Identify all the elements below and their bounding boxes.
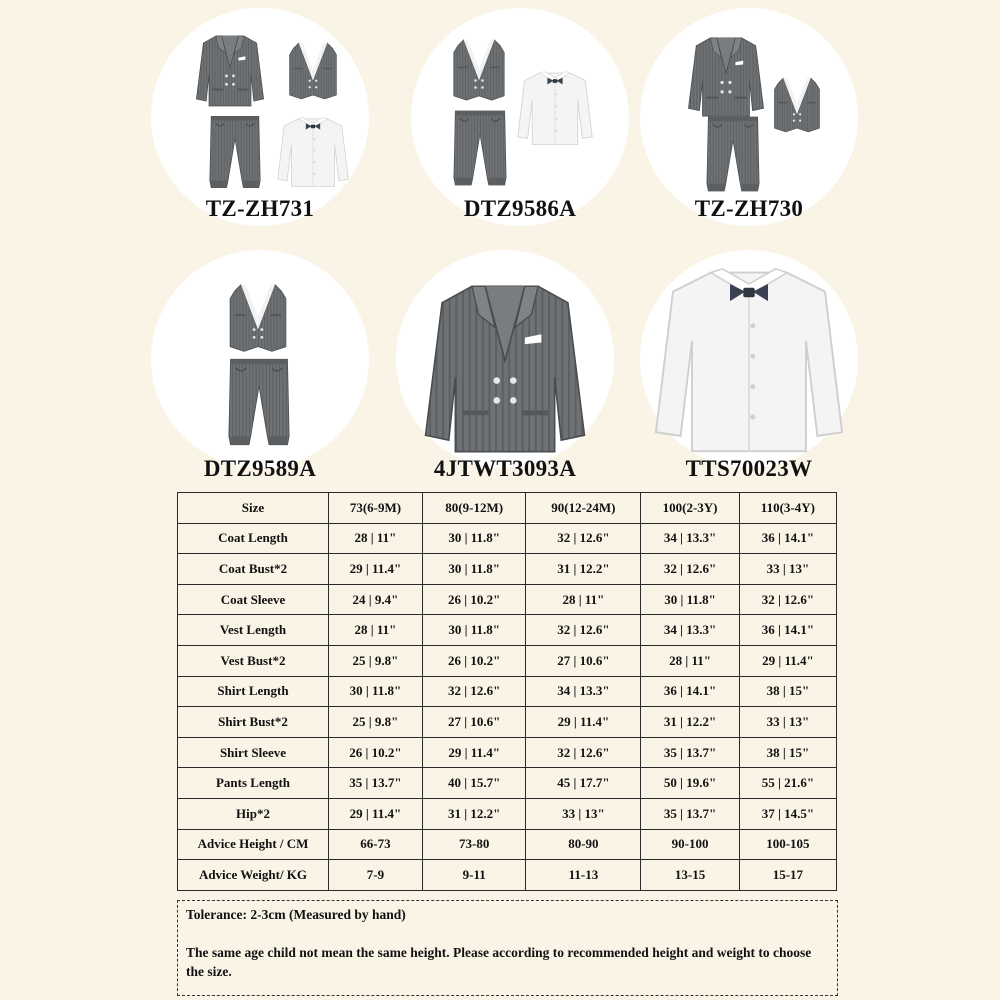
table-cell: 26 | 10.2" xyxy=(422,645,525,676)
table-cell: 15-17 xyxy=(739,860,836,891)
table-cell: 28 | 11" xyxy=(526,584,641,615)
row-label-cell: Coat Bust*2 xyxy=(178,554,329,585)
table-row xyxy=(178,676,837,707)
tolerance-note: Tolerance: 2-3cm (Measured by hand) xyxy=(186,907,406,922)
table-cell: 37 | 14.5" xyxy=(739,798,836,829)
product-code: TZ-ZH730 xyxy=(694,196,804,221)
table-cell: 45 | 17.7" xyxy=(526,768,641,799)
table-cell: 36 | 14.1" xyxy=(739,615,836,646)
pants-image xyxy=(451,104,509,192)
table-cell: 26 | 10.2" xyxy=(329,737,423,768)
table-cell: 34 | 13.3" xyxy=(641,523,739,554)
table-cell: 73-80 xyxy=(422,829,525,860)
product-circle xyxy=(151,250,369,468)
shirt-image xyxy=(277,114,349,190)
table-cell: 28 | 11" xyxy=(329,523,423,554)
table-cell: 29 | 11.4" xyxy=(329,798,423,829)
table-cell: 27 | 10.6" xyxy=(422,707,525,738)
table-cell: 40 | 15.7" xyxy=(422,768,525,799)
table-cell: 35 | 13.7" xyxy=(641,798,739,829)
table-cell: 31 | 12.2" xyxy=(526,554,641,585)
row-label-cell: Coat Sleeve xyxy=(178,584,329,615)
table-cell: 32 | 12.6" xyxy=(739,584,836,615)
table-cell: 30 | 11.8" xyxy=(329,676,423,707)
table-row xyxy=(178,798,837,829)
table-cell: 35 | 13.7" xyxy=(641,737,739,768)
table-cell: 35 | 13.7" xyxy=(329,768,423,799)
table-cell: 33 | 13" xyxy=(526,798,641,829)
row-label-cell: Vest Bust*2 xyxy=(178,645,329,676)
table-cell: 36 | 14.1" xyxy=(739,523,836,554)
pants-image xyxy=(225,356,293,448)
table-cell: 29 | 11.4" xyxy=(329,554,423,585)
table-cell: 31 | 12.2" xyxy=(422,798,525,829)
table-row xyxy=(178,768,837,799)
table-cell: 29 | 11.4" xyxy=(422,737,525,768)
table-row xyxy=(178,584,837,615)
table-cell: 32 | 12.6" xyxy=(641,554,739,585)
product-circle xyxy=(640,250,858,468)
table-cell: 33 | 13" xyxy=(739,554,836,585)
table-cell: 31 | 12.2" xyxy=(641,707,739,738)
table-cell: 25 | 9.8" xyxy=(329,645,423,676)
table-row xyxy=(178,615,837,646)
table-cell: 100-105 xyxy=(739,829,836,860)
shirt-image xyxy=(515,70,595,146)
table-header-cell: 73(6-9M) xyxy=(329,493,423,524)
table-cell: 50 | 19.6" xyxy=(641,768,739,799)
table-row xyxy=(178,707,837,738)
size-chart-table xyxy=(177,492,837,891)
table-cell: 30 | 11.8" xyxy=(422,523,525,554)
row-label-cell: Pants Length xyxy=(178,768,329,799)
blazer-image xyxy=(195,32,265,110)
row-label-cell: Coat Length xyxy=(178,523,329,554)
table-header-cell: 110(3-4Y) xyxy=(739,493,836,524)
table-cell: 30 | 11.8" xyxy=(422,615,525,646)
table-cell: 9-11 xyxy=(422,860,525,891)
blazer-image xyxy=(410,278,600,460)
table-cell: 11-13 xyxy=(526,860,641,891)
table-cell: 13-15 xyxy=(641,860,739,891)
table-cell: 27 | 10.6" xyxy=(526,645,641,676)
table-cell: 25 | 9.8" xyxy=(329,707,423,738)
table-header-cell: 90(12-24M) xyxy=(526,493,641,524)
table-cell: 90-100 xyxy=(641,829,739,860)
table-row xyxy=(178,860,837,891)
product-code: DTZ9586A xyxy=(463,196,577,221)
table-cell: 29 | 11.4" xyxy=(739,645,836,676)
vest-image xyxy=(227,280,289,356)
table-header-cell: Size xyxy=(178,493,329,524)
table-cell: 32 | 12.6" xyxy=(526,523,641,554)
pants-image xyxy=(207,112,263,192)
row-label-cell: Advice Weight/ KG xyxy=(178,860,329,891)
row-label-cell: Shirt Bust*2 xyxy=(178,707,329,738)
vest-image xyxy=(772,74,822,136)
table-row xyxy=(178,523,837,554)
row-label-cell: Shirt Sleeve xyxy=(178,737,329,768)
row-label-cell: Vest Length xyxy=(178,615,329,646)
table-cell: 32 | 12.6" xyxy=(422,676,525,707)
row-label-cell: Advice Height / CM xyxy=(178,829,329,860)
table-row xyxy=(178,645,837,676)
vest-image xyxy=(451,34,507,106)
table-cell: 32 | 12.6" xyxy=(526,615,641,646)
table-cell: 34 | 13.3" xyxy=(641,615,739,646)
table-cell: 29 | 11.4" xyxy=(526,707,641,738)
table-cell: 80-90 xyxy=(526,829,641,860)
table-header-cell: 80(9-12M) xyxy=(422,493,525,524)
table-cell: 28 | 11" xyxy=(329,615,423,646)
vest-image xyxy=(287,40,339,102)
table-cell: 28 | 11" xyxy=(641,645,739,676)
row-label-cell: Shirt Length xyxy=(178,676,329,707)
table-cell: 26 | 10.2" xyxy=(422,584,525,615)
product-circle xyxy=(396,250,614,468)
product-code: 4JTWT3093A xyxy=(433,456,577,481)
table-cell: 30 | 11.8" xyxy=(641,584,739,615)
table-cell: 32 | 12.6" xyxy=(526,737,641,768)
blazer-image xyxy=(686,34,766,120)
table-row xyxy=(178,737,837,768)
row-label-cell: Hip*2 xyxy=(178,798,329,829)
notes-box xyxy=(177,900,838,996)
pants-image xyxy=(704,112,762,196)
product-code: TZ-ZH731 xyxy=(205,196,315,221)
table-cell: 34 | 13.3" xyxy=(526,676,641,707)
table-header-cell: 100(2-3Y) xyxy=(641,493,739,524)
table-cell: 24 | 9.4" xyxy=(329,584,423,615)
product-circle xyxy=(640,8,858,226)
product-circle xyxy=(151,8,369,226)
table-cell: 66-73 xyxy=(329,829,423,860)
product-circle xyxy=(411,8,629,226)
table-cell: 38 | 15" xyxy=(739,737,836,768)
product-code: TTS70023W xyxy=(685,456,813,481)
advice-note: The same age child not mean the same height. Please according to recommended height and weight to choose the size. xyxy=(186,945,812,979)
shirt-image xyxy=(654,264,844,456)
table-cell: 38 | 15" xyxy=(739,676,836,707)
table-cell: 36 | 14.1" xyxy=(641,676,739,707)
product-code: DTZ9589A xyxy=(203,456,317,481)
table-cell: 55 | 21.6" xyxy=(739,768,836,799)
table-row xyxy=(178,554,837,585)
table-cell: 30 | 11.8" xyxy=(422,554,525,585)
table-row xyxy=(178,829,837,860)
table-cell: 7-9 xyxy=(329,860,423,891)
table-cell: 33 | 13" xyxy=(739,707,836,738)
table-header-row xyxy=(178,493,837,524)
